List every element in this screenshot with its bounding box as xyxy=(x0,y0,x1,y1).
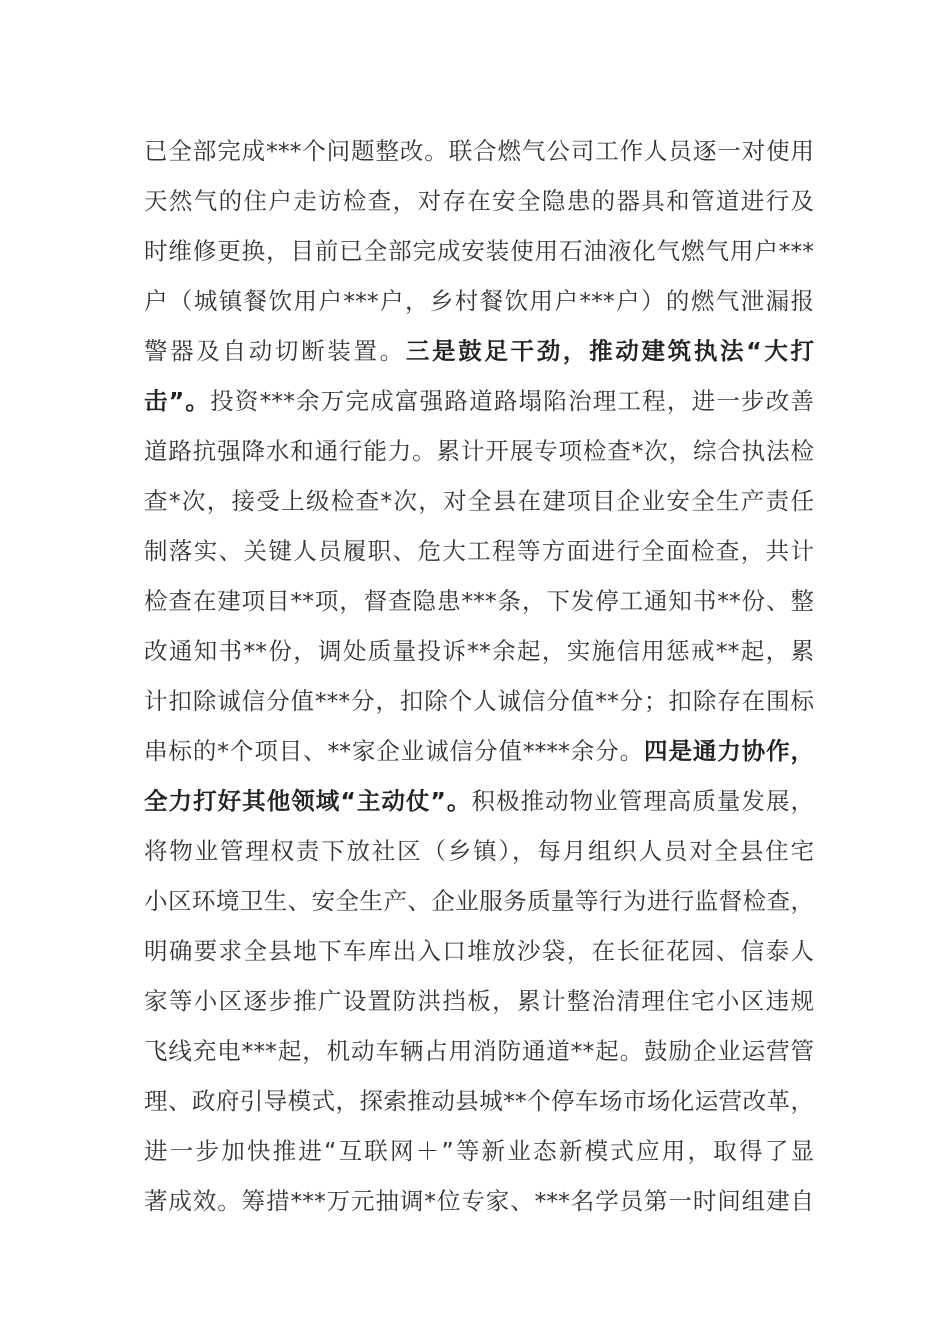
text-line xyxy=(144,626,814,676)
body-text: 投资***余万完成富强路道路塌陷治理工程，进一步改善 xyxy=(210,387,815,415)
body-text: 检查在建项目**项，督查隐患***条，下发停工通知书**份、整 xyxy=(144,587,814,615)
bold-heading-text: 全力打好其他领域“主动仗”。 xyxy=(144,787,472,815)
text-line xyxy=(144,826,814,876)
body-text: 著成效。筹措***万元抽调*位专家、***名学员第一时间组建自 xyxy=(144,1187,814,1215)
text-line xyxy=(144,676,814,726)
body-text: 制落实、关键人员履职、危大工程等方面进行全面检查，共计 xyxy=(144,537,814,565)
text-line xyxy=(144,726,814,776)
text-line xyxy=(144,1126,814,1176)
text-line xyxy=(144,526,814,576)
body-text: 已全部完成***个问题整改。联合燃气公司工作人员逐一对使用 xyxy=(144,137,814,165)
bold-heading-text: 击”。 xyxy=(144,387,211,415)
body-text: 积极推动物业管理高质量发展， xyxy=(471,787,815,815)
bold-heading-text: 三是鼓足干劲，推动建筑执法“大打 xyxy=(405,337,815,365)
body-text: 道路抗强降水和通行能力。累计开展专项检查*次，综合执法检 xyxy=(144,437,814,465)
bold-heading-text: 四是通力协作， xyxy=(644,737,815,765)
body-text: 计扣除诚信分值***分，扣除个人诚信分值**分；扣除存在围标 xyxy=(144,687,814,715)
text-line xyxy=(144,426,814,476)
body-text: 飞线充电***起，机动车辆占用消防通道**起。鼓励企业运营管 xyxy=(144,1037,814,1065)
text-line xyxy=(144,1076,814,1126)
body-text: 查*次，接受上级检查*次，对全县在建项目企业安全生产责任 xyxy=(144,487,814,515)
text-line xyxy=(144,976,814,1026)
text-line xyxy=(144,126,814,176)
body-text: 家等小区逐步推广设置防洪挡板，累计整治清理住宅小区违规 xyxy=(144,987,814,1015)
text-line xyxy=(144,276,814,326)
body-text: 时维修更换，目前已全部完成安装使用石油液化气燃气用户*** xyxy=(144,237,814,265)
text-line xyxy=(144,476,814,526)
text-line xyxy=(144,226,814,276)
text-line xyxy=(144,776,814,826)
body-text: 小区环境卫生、安全生产、企业服务质量等行为进行监督检查， xyxy=(144,887,814,915)
body-text: 进一步加快推进“互联网＋”等新业态新模式应用，取得了显 xyxy=(144,1137,814,1165)
body-text: 明确要求全县地下车库出入口堆放沙袋，在长征花园、信泰人 xyxy=(144,937,814,965)
body-text: 理、政府引导模式，探索推动县城**个停车场市场化运营改革， xyxy=(144,1087,814,1115)
text-line xyxy=(144,1026,814,1076)
body-text: 户（城镇餐饮用户***户，乡村餐饮用户***户）的燃气泄漏报 xyxy=(144,287,814,315)
text-line xyxy=(144,376,814,426)
body-text: 警器及自动切断装置。 xyxy=(144,337,406,365)
text-line xyxy=(144,326,814,376)
body-text: 串标的*个项目、**家企业诚信分值****余分。 xyxy=(144,737,645,765)
body-text: 天然气的住户走访检查，对存在安全隐患的器具和管道进行及 xyxy=(144,187,814,215)
text-line xyxy=(144,1176,814,1226)
body-text: 改通知书**份，调处质量投诉**余起，实施信用惩戒**起，累 xyxy=(144,637,814,665)
document-body-text xyxy=(144,126,814,1226)
text-line xyxy=(144,876,814,926)
text-line xyxy=(144,576,814,626)
body-text: 将物业管理权责下放社区（乡镇），每月组织人员对全县住宅 xyxy=(144,837,814,865)
text-line xyxy=(144,926,814,976)
text-line xyxy=(144,176,814,226)
